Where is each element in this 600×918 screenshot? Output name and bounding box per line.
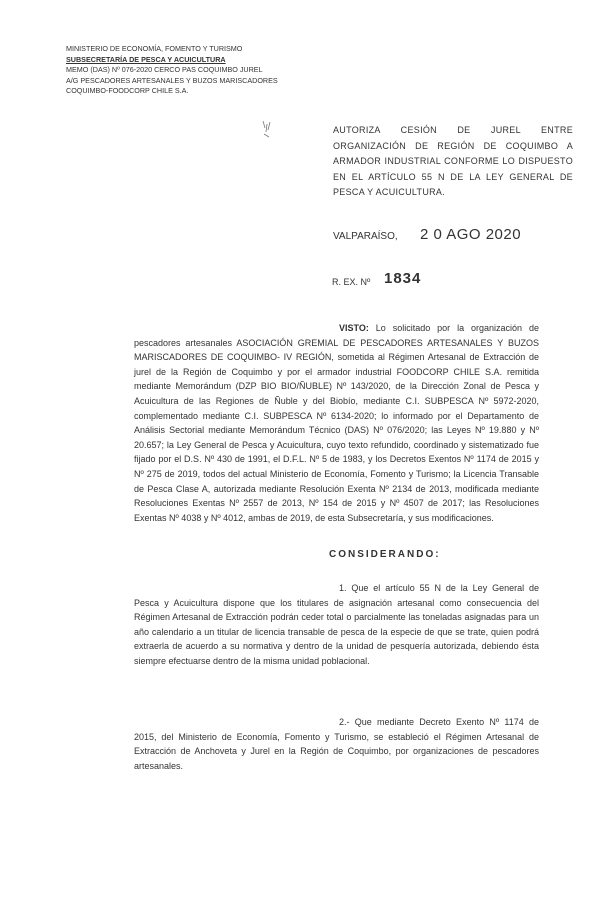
resolution-subject: AUTORIZA CESIÓN DE JUREL ENTRE ORGANIZACIÓN DE REGIÓN DE COQUIMBO A ARMADOR INDUSTRIAL CONFORME LO DISPUESTO EN EL ARTÍCULO 55 N DE LA LEY GENERAL DE PESCA Y ACUICULTURA. (333, 125, 573, 197)
margin-mark (260, 118, 274, 142)
issue-place: VALPARAÍSO, (333, 231, 398, 242)
paragraph-2-text: 2.- Que mediante Decreto Exento Nº 1174 de 2015, del Ministerio de Economía, Fomento y Turismo, se estableció el Régimen Artesanal de Extracción de Anchoveta y Jurel en la Región de Coquimbo, por organizaciones de pescadores artesanales. (134, 717, 539, 771)
resolution-number-label: R. EX. Nº (332, 277, 371, 287)
visto-label: VISTO: (339, 323, 369, 333)
visto-paragraph (134, 321, 539, 525)
visto-text: Lo solicitado por la organización de pescadores artesanales ASOCIACIÓN GREMIAL DE PESCADORES ARTESANALES Y BUZOS MARISCADORES DE COQUIMBO- IV REGIÓN, sometida al Régimen Artesanal de Extracción de jurel de la Región de Coquimbo y por el armador industrial FOODCORP CHILE S.A. remitida mediante Memorándum (DZP BIO BIO/ÑUBLE) Nº 143/2020, de la Dirección Zonal de Pesca y Acuicultura de las Regiones de Ñuble y del Biobío, mediante C.I. SUBPESCA Nº 5972-2020, complementado mediante C.I. SUBPESCA Nº 6134-2020; lo informado por el Departamento de Análisis Sectorial mediante Memorándum Técnico (DAS) Nº 076/2020; las Leyes Nº 19.880 y Nº 20.657; la Ley General de Pesca y Acuicultura, cuyo texto refundido, coordinado y sistematizado fue fijado por el D.S. Nº 430 de 1991, el D.F.L. Nº 5 de 1983, y los Decretos Exentos Nº 1174 de 2015 y Nº 275 de 2019, todos del actual Ministerio de Economía, Fomento y Turismo; la Licencia Transable de Pesca Clase A, autorizada mediante Resolución Exenta Nº 2134 de 2013, modificada mediante Resoluciones Exentas Nº 2557 de 2013, Nº 154 de 2015 y Nº 4507 de 2017; las Resoluciones Exentas Nº 4038 y Nº 4012, ambas de 2019, de esta Subsecretaría, y sus modificaciones. (134, 323, 539, 523)
subsecretary-name: SUBSECRETARÍA DE PESCA Y ACUICULTURA (66, 54, 226, 64)
considerando-heading: CONSIDERANDO: (329, 549, 441, 560)
ministry-name: MINISTERIO DE ECONOMÍA, FOMENTO Y TURISMO (66, 44, 243, 53)
resolution-number-stamp: 1834 (384, 270, 422, 287)
paragraph-1-text: 1. Que el artículo 55 N de la Ley General de Pesca y Acuicultura dispone que los titulares de asignación artesanal como consecuencia del Régimen Artesanal de Extracción podrán ceder total o parcialmente las toneladas asignadas para un año calendario a un titular de licencia transable de pesca de la especie de que se trate, quien podrá extraerla de acuerdo a su normativa y dentro de la unidad de pesquería autorizada, debiendo ésta siempre efectuarse dentro de la misma unidad poblacional. (134, 583, 539, 666)
reference-company: COQUIMBO-FOODCORP CHILE S.A. (66, 86, 189, 95)
issue-date-stamp: 2 0 AGO 2020 (420, 226, 522, 243)
reference-memo: MEMO (DAS) Nº 076-2020 CERCO PAS COQUIMBO JUREL (66, 65, 263, 74)
letterhead (66, 44, 296, 97)
considerando-paragraph-2 (134, 715, 539, 773)
considerando-paragraph-1 (134, 581, 539, 669)
reference-organization: A/G PESCADORES ARTESANALES Y BUZOS MARISCADORES (66, 75, 278, 85)
